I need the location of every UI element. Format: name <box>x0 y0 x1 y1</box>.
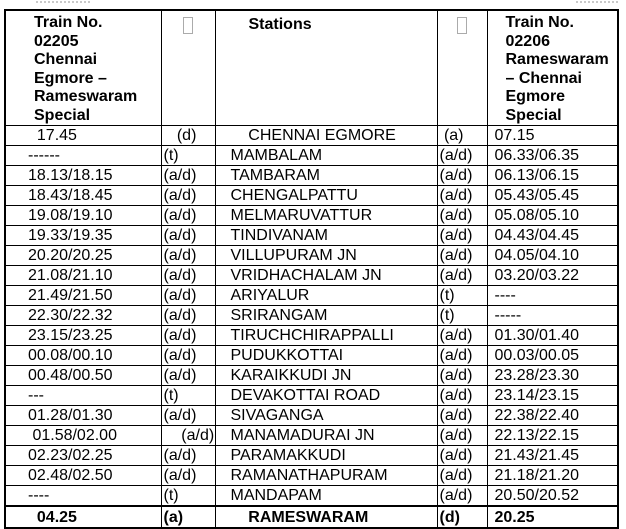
station-cell: RAMESWARAM <box>215 506 437 528</box>
arr-marker-cell: (a/d) <box>437 386 487 406</box>
table-row <box>5 246 618 266</box>
arr-marker-cell: (a/d) <box>437 346 487 366</box>
arr-time-cell: ----- <box>487 306 618 326</box>
dep-marker-cell: (a/d) <box>161 346 215 366</box>
table-row <box>5 466 618 486</box>
missing-glyph-icon <box>183 17 193 34</box>
table-row <box>5 226 618 246</box>
table-row <box>5 346 618 366</box>
station-cell: PUDUKKOTTAI <box>215 346 437 366</box>
arr-time-cell: 23.28/23.30 <box>487 366 618 386</box>
station-cell: KARAIKKUDI JN <box>215 366 437 386</box>
arr-time-cell: 21.43/21.45 <box>487 446 618 466</box>
missing-glyph-icon <box>457 17 467 34</box>
dep-time-cell: 20.20/20.25 <box>5 246 161 266</box>
arr-marker-cell: (a) <box>437 126 487 146</box>
arr-time-cell: 05.08/05.10 <box>487 206 618 226</box>
arr-marker-cell: (a/d) <box>437 466 487 486</box>
table-row <box>5 426 618 446</box>
dep-time-cell: 00.08/00.10 <box>5 346 161 366</box>
dep-time-cell: ------ <box>5 146 161 166</box>
dep-time-cell: 00.48/00.50 <box>5 366 161 386</box>
cropped-text-artifact <box>36 1 90 3</box>
table-row <box>5 506 618 528</box>
cropped-text-artifact <box>576 1 618 3</box>
arr-marker-cell: (a/d) <box>437 366 487 386</box>
arr-time-cell: 04.43/04.45 <box>487 226 618 246</box>
dep-marker-cell: (a) <box>161 506 215 528</box>
dep-marker-cell: (t) <box>161 146 215 166</box>
header-stations: Stations <box>215 10 437 126</box>
dep-marker-cell: (a/d) <box>161 426 215 446</box>
table-row <box>5 126 618 146</box>
table-row <box>5 286 618 306</box>
station-cell: DEVAKOTTAI ROAD <box>215 386 437 406</box>
station-cell: TIRUCHCHIRAPPALLI <box>215 326 437 346</box>
table-row <box>5 366 618 386</box>
dep-marker-cell: (t) <box>161 386 215 406</box>
station-cell: MELMARUVATTUR <box>215 206 437 226</box>
table-row <box>5 206 618 226</box>
arr-marker-cell: (a/d) <box>437 406 487 426</box>
station-cell: MANAMADURAI JN <box>215 426 437 446</box>
arr-marker-cell: (a/d) <box>437 186 487 206</box>
dep-time-cell: 04.25 <box>5 506 161 528</box>
dep-marker-cell: (a/d) <box>161 406 215 426</box>
arr-time-cell: 07.15 <box>487 126 618 146</box>
dep-time-cell: 19.08/19.10 <box>5 206 161 226</box>
station-cell: SIVAGANGA <box>215 406 437 426</box>
arr-marker-cell: (a/d) <box>437 166 487 186</box>
table-row <box>5 186 618 206</box>
station-cell: PARAMAKKUDI <box>215 446 437 466</box>
dep-marker-cell: (a/d) <box>161 266 215 286</box>
header-dep-marker <box>161 10 215 126</box>
dep-marker-cell: (d) <box>161 126 215 146</box>
table-row <box>5 306 618 326</box>
arr-marker-cell: (a/d) <box>437 246 487 266</box>
header-row <box>5 10 618 126</box>
station-cell: VILLUPURAM JN <box>215 246 437 266</box>
dep-marker-cell: (a/d) <box>161 226 215 246</box>
arr-time-cell: 05.43/05.45 <box>487 186 618 206</box>
header-arr-marker <box>437 10 487 126</box>
dep-time-cell: 18.13/18.15 <box>5 166 161 186</box>
arr-marker-cell: (a/d) <box>437 146 487 166</box>
arr-time-cell: 04.05/04.10 <box>487 246 618 266</box>
station-cell: MAMBALAM <box>215 146 437 166</box>
timetable-body <box>5 126 618 529</box>
station-cell: VRIDHACHALAM JN <box>215 266 437 286</box>
table-row <box>5 166 618 186</box>
table-row <box>5 146 618 166</box>
header-train-02205: Train No. 02205 Chennai Egmore – Rameswaram Special <box>5 10 161 126</box>
table-row <box>5 266 618 286</box>
arr-marker-cell: (a/d) <box>437 426 487 446</box>
dep-time-cell: 22.30/22.32 <box>5 306 161 326</box>
dep-marker-cell: (a/d) <box>161 206 215 226</box>
dep-time-cell: --- <box>5 386 161 406</box>
station-cell: RAMANATHAPURAM <box>215 466 437 486</box>
arr-marker-cell: (t) <box>437 286 487 306</box>
dep-time-cell: ---- <box>5 486 161 507</box>
dep-time-cell: 19.33/19.35 <box>5 226 161 246</box>
arr-time-cell: 06.13/06.15 <box>487 166 618 186</box>
dep-time-cell: 02.48/02.50 <box>5 466 161 486</box>
station-cell: SRIRANGAM <box>215 306 437 326</box>
table-row <box>5 326 618 346</box>
dep-marker-cell: (a/d) <box>161 286 215 306</box>
dep-time-cell: 23.15/23.25 <box>5 326 161 346</box>
arr-time-cell: ---- <box>487 286 618 306</box>
arr-marker-cell: (a/d) <box>437 446 487 466</box>
dep-marker-cell: (a/d) <box>161 246 215 266</box>
station-cell: TAMBARAM <box>215 166 437 186</box>
dep-marker-cell: (a/d) <box>161 326 215 346</box>
dep-time-cell: 21.49/21.50 <box>5 286 161 306</box>
arr-time-cell: 01.30/01.40 <box>487 326 618 346</box>
dep-time-cell: 17.45 <box>5 126 161 146</box>
arr-time-cell: 22.13/22.15 <box>487 426 618 446</box>
station-cell: CHENNAI EGMORE <box>215 126 437 146</box>
dep-marker-cell: (a/d) <box>161 166 215 186</box>
arr-time-cell: 20.50/20.52 <box>487 486 618 507</box>
header-train-02206: Train No. 02206 Rameswaram – Chennai Egmore Special <box>487 10 618 126</box>
arr-time-cell: 03.20/03.22 <box>487 266 618 286</box>
arr-marker-cell: (a/d) <box>437 226 487 246</box>
arr-marker-cell: (t) <box>437 306 487 326</box>
table-row <box>5 406 618 426</box>
table-row <box>5 386 618 406</box>
arr-time-cell: 22.38/22.40 <box>487 406 618 426</box>
station-cell: TINDIVANAM <box>215 226 437 246</box>
dep-marker-cell: (a/d) <box>161 466 215 486</box>
table-row <box>5 486 618 507</box>
arr-marker-cell: (d) <box>437 506 487 528</box>
dep-time-cell: 21.08/21.10 <box>5 266 161 286</box>
dep-time-cell: 01.58/02.00 <box>5 426 161 446</box>
arr-marker-cell: (a/d) <box>437 266 487 286</box>
dep-marker-cell: (a/d) <box>161 186 215 206</box>
station-cell: ARIYALUR <box>215 286 437 306</box>
dep-marker-cell: (t) <box>161 486 215 507</box>
dep-time-cell: 01.28/01.30 <box>5 406 161 426</box>
arr-marker-cell: (a/d) <box>437 326 487 346</box>
dep-marker-cell: (a/d) <box>161 446 215 466</box>
arr-marker-cell: (a/d) <box>437 206 487 226</box>
station-cell: CHENGALPATTU <box>215 186 437 206</box>
arr-time-cell: 20.25 <box>487 506 618 528</box>
dep-time-cell: 02.23/02.25 <box>5 446 161 466</box>
arr-time-cell: 00.03/00.05 <box>487 346 618 366</box>
dep-marker-cell: (a/d) <box>161 306 215 326</box>
table-row <box>5 446 618 466</box>
arr-marker-cell: (a/d) <box>437 486 487 507</box>
dep-time-cell: 18.43/18.45 <box>5 186 161 206</box>
dep-marker-cell: (a/d) <box>161 366 215 386</box>
arr-time-cell: 21.18/21.20 <box>487 466 618 486</box>
train-timetable <box>4 9 619 529</box>
arr-time-cell: 06.33/06.35 <box>487 146 618 166</box>
station-cell: MANDAPAM <box>215 486 437 507</box>
arr-time-cell: 23.14/23.15 <box>487 386 618 406</box>
